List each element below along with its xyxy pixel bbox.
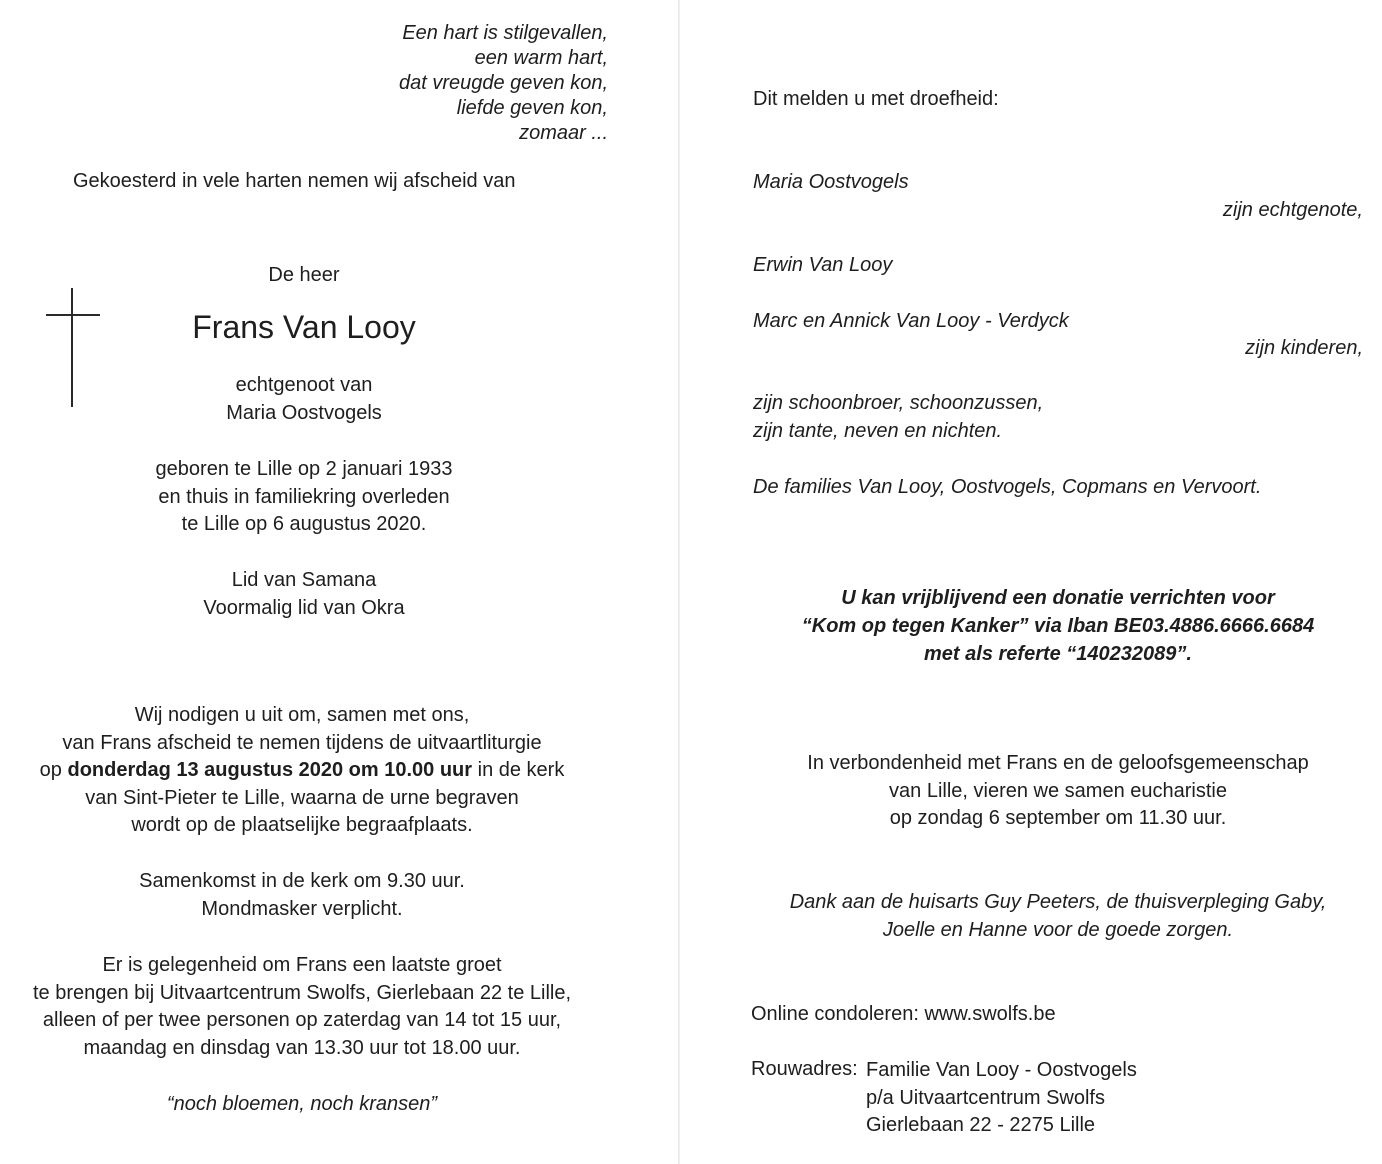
thanks-line: Joelle en Hanne voor de goede zorgen. xyxy=(882,918,1234,941)
donation-line: U kan vrijblijvend een donatie verrichten voor xyxy=(841,587,1275,609)
online-condolences: Online condoleren: www.swolfs.be xyxy=(751,1003,1056,1025)
farewell-info xyxy=(0,952,604,1062)
poem-line: dat vreugde geven kon, xyxy=(398,72,608,94)
invitation-line: wordt op de plaatselijke begraafplaats. xyxy=(131,814,473,837)
child-name: Marc en Annick Van Looy - Verdyck xyxy=(753,310,1069,332)
address-label: Rouwadres: xyxy=(751,1058,858,1080)
farewell-line: te brengen bij Uitvaartcentrum Swolfs, Gierlebaan 22 te Lille, xyxy=(32,981,572,1004)
gathering-line: Samenkomst in de kerk om 9.30 uur. xyxy=(139,870,465,892)
poem-line: liefde geven kon, xyxy=(456,97,608,119)
invitation-line: van Frans afscheid te nemen tijdens de uitvaartliturgie xyxy=(62,731,542,754)
relatives-line: zijn tante, neven en nichten. xyxy=(753,419,1003,442)
right-page xyxy=(680,0,1382,1164)
invitation-post: in de kerk xyxy=(472,759,565,782)
poem-line: Een hart is stilgevallen, xyxy=(402,22,608,44)
left-page xyxy=(0,0,678,1164)
life-line: geboren te Lille op 2 januari 1933 xyxy=(155,458,453,480)
relatives xyxy=(753,390,1043,445)
cross-icon xyxy=(71,288,73,407)
eucharist-line: In verbondenheid met Frans en de geloofsgemeenschap xyxy=(807,752,1309,774)
thanks-line: Dank aan de huisarts Guy Peeters, de thuisverpleging Gaby, xyxy=(789,891,1327,913)
relatives-line: zijn schoonbroer, schoonzussen, xyxy=(753,392,1044,414)
thanks xyxy=(730,889,1382,944)
farewell-line: alleen of per twee personen op zaterdag van 14 tot 15 uur, xyxy=(42,1009,562,1032)
farewell-line: maandag en dinsdag van 13.30 uur tot 18.00 uur. xyxy=(83,1036,521,1059)
spouse-line: Maria Oostvogels xyxy=(226,401,382,424)
poem-line: een warm hart, xyxy=(474,47,608,69)
address-line: p/a Uitvaartcentrum Swolfs xyxy=(866,1086,1105,1109)
eucharist-line: op zondag 6 september om 11.30 uur. xyxy=(889,807,1227,830)
life-line: te Lille op 6 augustus 2020. xyxy=(181,513,427,536)
poem-line: zomaar ... xyxy=(519,122,608,144)
life-dates xyxy=(104,456,504,539)
donation-line: “Kom op tegen Kanker” via Iban BE03.4886.6666.6684 xyxy=(801,615,1315,637)
memberships xyxy=(104,567,504,622)
donation-info xyxy=(730,584,1382,668)
farewell-line: Er is gelegenheid om Frans een laatste groet xyxy=(102,954,502,976)
invitation-line: van Sint-Pieter te Lille, waarna de urne begraven xyxy=(85,786,519,809)
address-line: Gierlebaan 22 - 2275 Lille xyxy=(866,1114,1096,1137)
eucharist-line: van Lille, vieren we samen eucharistie xyxy=(889,779,1227,802)
donation-line: met als referte “140232089”. xyxy=(924,643,1192,665)
salutation: De heer xyxy=(268,264,340,286)
life-line: en thuis in familiekring overleden xyxy=(158,485,450,508)
invitation xyxy=(0,702,604,840)
spouse-name: Maria Oostvogels xyxy=(753,171,909,193)
invitation-line: Wij nodigen u uit om, samen met ons, xyxy=(134,704,470,726)
deceased-name: Frans Van Looy xyxy=(192,309,416,345)
spouse-role: zijn echtgenote, xyxy=(1222,199,1363,221)
intro-text: Gekoesterd in vele harten nemen wij afscheid van xyxy=(73,170,516,192)
flowers-note: “noch bloemen, noch kransen” xyxy=(166,1093,438,1115)
spouse-line: echtgenoot van xyxy=(235,374,373,396)
membership-line: Voormalig lid van Okra xyxy=(203,596,405,619)
invitation-pre: op xyxy=(39,759,68,782)
funeral-datetime: donderdag 13 augustus 2020 om 10.00 uur xyxy=(67,759,473,782)
child-name: Erwin Van Looy xyxy=(753,254,893,276)
gathering-info xyxy=(0,868,604,923)
spouse-info xyxy=(104,372,504,427)
mourning-address xyxy=(866,1057,1137,1140)
announce-text: Dit melden u met droefheid: xyxy=(753,88,999,110)
children-role: zijn kinderen, xyxy=(1245,337,1363,359)
poem xyxy=(399,21,608,146)
membership-line: Lid van Samana xyxy=(231,569,377,591)
families: De families Van Looy, Oostvogels, Copmans en Vervoort. xyxy=(753,476,1262,498)
address-line: Familie Van Looy - Oostvogels xyxy=(866,1059,1137,1081)
cross-icon-bar xyxy=(46,314,100,316)
gathering-line: Mondmasker verplicht. xyxy=(201,897,403,920)
invitation-line-date xyxy=(0,757,604,785)
eucharist-info xyxy=(730,750,1382,833)
